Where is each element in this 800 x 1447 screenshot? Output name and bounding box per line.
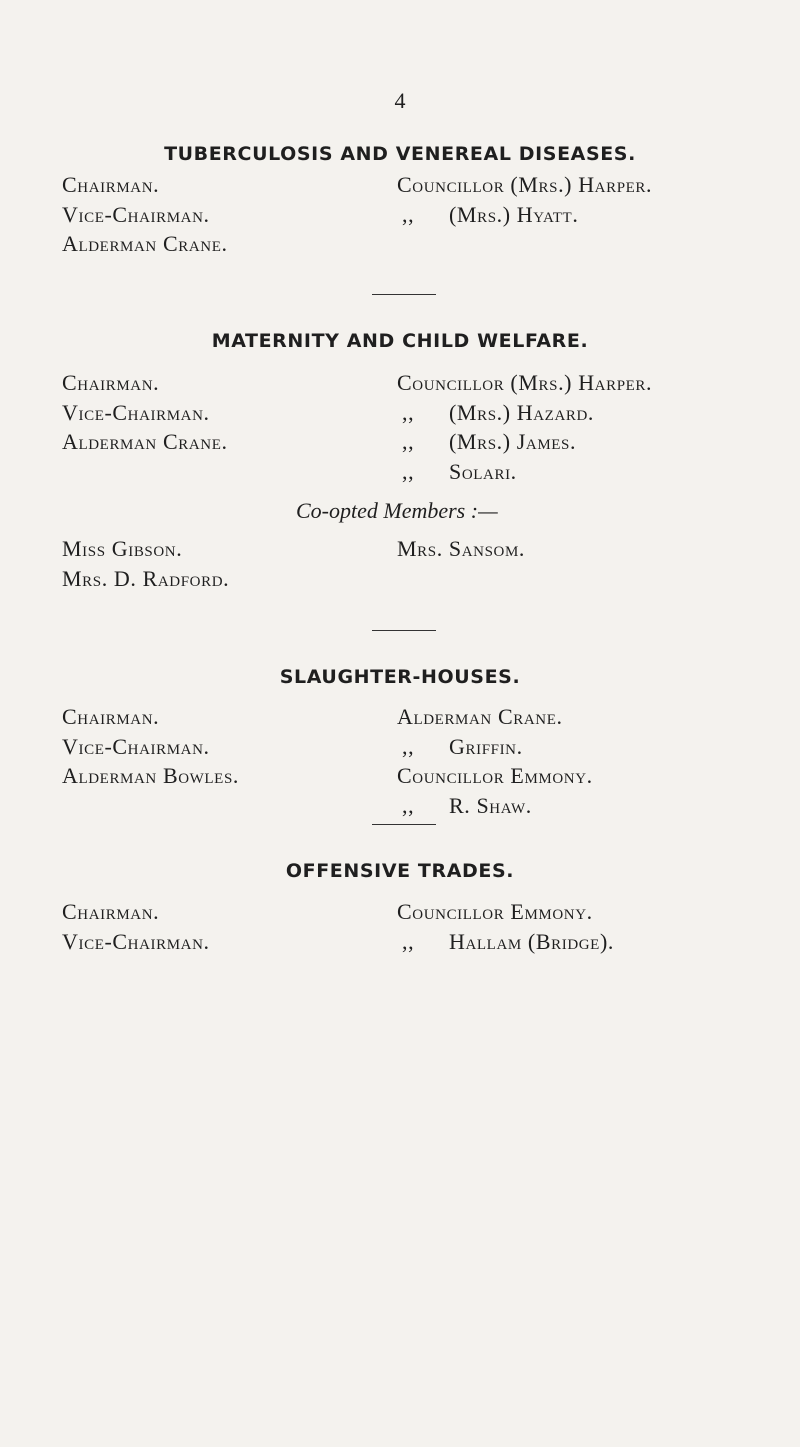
- role-line: Vice-Chairman.: [62, 201, 210, 227]
- offensive-left-column: [62, 897, 210, 956]
- member-name: Griffin.: [449, 733, 523, 759]
- member-line: [397, 702, 593, 732]
- section-heading-offensive-trades: OFFENSIVE TRADES.: [285, 860, 515, 882]
- member-line: [397, 732, 593, 762]
- section-heading-tuberculosis: TUBERCULOSIS AND VENEREAL DISEASES.: [164, 143, 636, 165]
- tuberculosis-right-column: [397, 170, 652, 229]
- member-line: [397, 200, 652, 230]
- member-line: [397, 761, 593, 791]
- role-line: Alderman Crane.: [62, 429, 228, 454]
- member-line: [397, 398, 652, 428]
- ditto-mark: ,,: [402, 201, 415, 227]
- member-name: (Mrs.) Hazard.: [449, 399, 595, 425]
- member-line: [397, 791, 593, 821]
- ditto-mark: ,,: [402, 429, 415, 454]
- role-line: Chairman.: [62, 172, 160, 197]
- maternity-right-column: [397, 368, 652, 486]
- role-line: Vice-Chairman.: [62, 399, 210, 425]
- co-opted-label: Co-opted Members :—: [296, 498, 498, 523]
- co-opted-member: Mrs. Sansom.: [397, 536, 526, 561]
- ditto-mark: ,,: [402, 792, 415, 818]
- role-line: Alderman Crane.: [62, 231, 228, 256]
- member-name: Councillor (Mrs.) Harper.: [397, 172, 653, 197]
- role-line: Vice-Chairman.: [62, 733, 210, 759]
- co-opted-member: Mrs. D. Radford.: [62, 565, 230, 591]
- member-name: (Mrs.) Hyatt.: [449, 201, 579, 227]
- tuberculosis-left-column: [62, 170, 228, 259]
- co-opted-member: Miss Gibson.: [62, 536, 183, 561]
- member-name: Councillor (Mrs.) Harper.: [397, 370, 653, 395]
- slaughter-right-column: [397, 702, 593, 820]
- role-line: Chairman.: [62, 370, 160, 395]
- ditto-mark: ,,: [402, 733, 415, 759]
- maternity-left-column: [62, 368, 228, 457]
- member-name: Councillor Emmony.: [397, 899, 593, 924]
- page-number: 4: [394, 88, 406, 113]
- member-line: [397, 927, 614, 957]
- co-opted-right-column: [397, 534, 525, 564]
- co-opted-left-column: [62, 534, 229, 593]
- role-line: Alderman Bowles.: [62, 763, 239, 788]
- member-line: [397, 457, 652, 487]
- member-line: [397, 368, 652, 398]
- member-name: Solari.: [449, 458, 517, 484]
- section-divider: [372, 824, 436, 825]
- member-line: [397, 170, 652, 200]
- role-line: Vice-Chairman.: [62, 928, 210, 954]
- section-divider: [372, 294, 436, 295]
- member-name: R. Shaw.: [449, 792, 532, 818]
- member-name: Hallam (Bridge).: [449, 928, 614, 954]
- member-name: Alderman Crane.: [397, 704, 563, 729]
- role-line: Chairman.: [62, 899, 160, 924]
- ditto-mark: ,,: [402, 928, 415, 954]
- slaughter-left-column: [62, 702, 239, 791]
- ditto-mark: ,,: [402, 399, 415, 425]
- section-heading-slaughter-houses: SLAUGHTER-HOUSES.: [279, 666, 521, 688]
- ditto-mark: ,,: [402, 458, 415, 484]
- member-line: [397, 427, 652, 457]
- section-divider: [372, 630, 436, 631]
- member-line: [397, 897, 614, 927]
- member-name: Councillor Emmony.: [397, 763, 593, 788]
- member-name: (Mrs.) James.: [449, 429, 577, 454]
- offensive-right-column: [397, 897, 614, 956]
- role-line: Chairman.: [62, 704, 160, 729]
- section-heading-maternity: MATERNITY AND CHILD WELFARE.: [211, 330, 589, 352]
